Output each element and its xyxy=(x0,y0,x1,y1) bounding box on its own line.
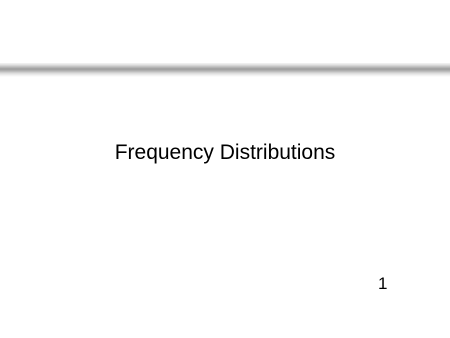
slide-number: 1 xyxy=(378,274,388,293)
slide-title: Frequency Distributions xyxy=(114,141,336,164)
header-divider-bar xyxy=(0,63,450,77)
